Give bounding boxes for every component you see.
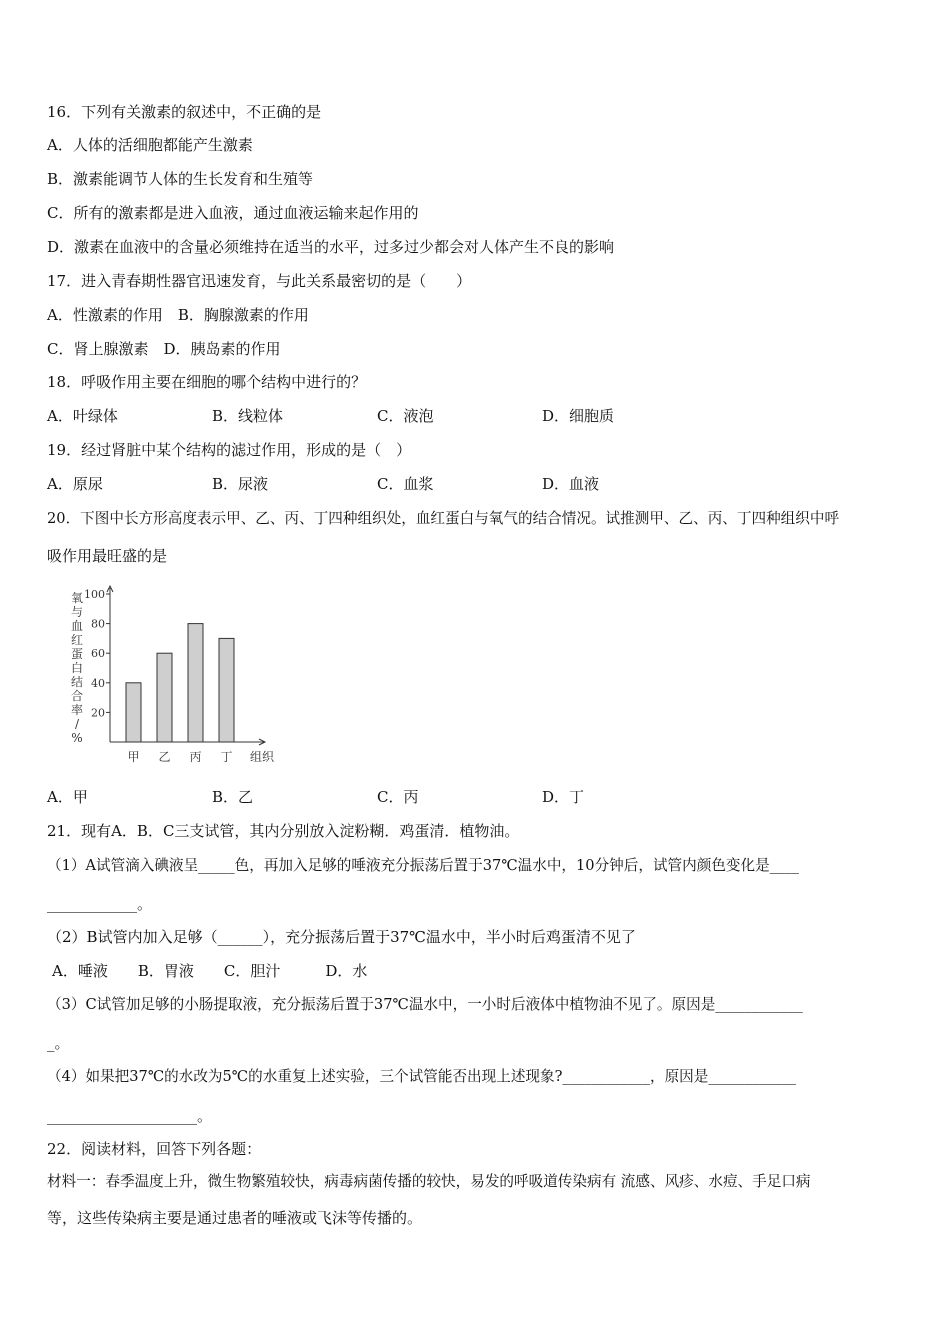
y-tick-label: 40 [91, 676, 105, 690]
q17-options-row2: C．肾上腺激素 D．胰岛素的作用 [47, 340, 281, 358]
chart-ticks [84, 588, 110, 719]
q22-material-line1: 材料一：春季温度上升，微生物繁殖较快，病毒病菌传播的较快，易发的呼吸道传染病有 流感、风疹、水痘、手足口病 [47, 1173, 811, 1190]
q20-option-a: A．甲 [47, 788, 88, 806]
y-tick-label: 80 [91, 617, 105, 631]
q21-part4-line1: （4）如果把37℃的水改为5℃的水重复上述实验，三个试管能否出现上述现象?____________，原因是____________ [47, 1068, 796, 1085]
q18-option-a: A．叶绿体 [47, 407, 118, 425]
q17-options-row1: A．性激素的作用 B．胸腺激素的作用 [47, 306, 309, 324]
bar-甲 [126, 683, 141, 742]
chart-ylabel-char: / [74, 717, 80, 731]
q16-option-c: C．所有的激素都是进入血液，通过血液运输来起作用的 [47, 204, 419, 222]
q21-part4-line2: ____________________。 [47, 1107, 213, 1125]
q17-stem: 17．进入青春期性器官迅速发育，与此关系最密切的是（ ） [47, 272, 472, 290]
q18-option-d: D．细胞质 [542, 407, 615, 425]
chart-ylabel-char: 白 [70, 661, 84, 675]
q22-material-line2: 等，这些传染病主要是通过患者的唾液或飞沫等传播的。 [47, 1209, 423, 1227]
oxygen-binding-chart [60, 582, 290, 772]
q19-option-a: A．原尿 [47, 475, 103, 493]
bar-乙 [157, 653, 172, 742]
q20-stem-line2: 吸作用最旺盛的是 [47, 547, 168, 565]
chart-ylabel-char: 氧 [70, 591, 84, 605]
q19-stem: 19．经过肾脏中某个结构的滤过作用，形成的是（ ） [47, 441, 412, 459]
q20-option-c: C．丙 [377, 788, 419, 806]
category-label: 乙 [158, 750, 171, 764]
category-label: 丁 [220, 750, 233, 764]
q21-part3-line2: _。 [47, 1034, 70, 1052]
q21-part1-line2: ____________。 [47, 895, 153, 913]
category-label: 丙 [189, 750, 202, 764]
q16-option-d: D．激素在血液中的含量必须维持在适当的水平，过多过少都会对人体产生不良的影响 [47, 238, 615, 256]
chart-xlabel: 组织 [250, 750, 275, 764]
q21-part1-line1: （1）A试管滴入碘液呈_____色，再加入足够的唾液充分振荡后置于37℃温水中，10分钟后，试管内颜色变化是____ [47, 857, 799, 874]
q16-option-a: A．人体的活细胞都能产生激素 [47, 136, 253, 154]
chart-ylabel-char: 率 [70, 703, 84, 717]
q22-stem: 22．阅读材料，回答下列各题： [47, 1140, 262, 1158]
category-label: 甲 [127, 750, 140, 764]
chart-ylabel-char: 血 [70, 619, 84, 633]
q16-option-b: B．激素能调节人体的生长发育和生殖等 [47, 170, 314, 188]
q21-stem: 21．现有A．B．C三支试管，其内分别放入淀粉糊．鸡蛋清．植物油。 [47, 822, 520, 840]
y-tick-label: 100 [84, 588, 105, 601]
q18-option-c: C．液泡 [377, 407, 434, 425]
chart-ylabel-char: 合 [70, 689, 84, 703]
q21-part2-options: A．唾液 B．胃液 C．胆汁 D．水 [52, 962, 368, 980]
chart-ylabel-char: 结 [70, 675, 84, 689]
chart-ylabel-char: 蛋 [70, 647, 84, 661]
chart-bars [126, 624, 234, 742]
y-tick-label: 60 [91, 647, 105, 661]
q20-option-b: B．乙 [212, 788, 254, 806]
q21-part2: （2）B试管内加入足够（______），充分振荡后置于37℃温水中，半小时后鸡蛋清不见了 [47, 928, 636, 946]
chart-ylabel-char: % [71, 731, 83, 745]
chart-categories [127, 750, 232, 764]
q19-option-c: C．血浆 [377, 475, 434, 493]
bar-丁 [219, 638, 234, 742]
q19-option-b: B．尿液 [212, 475, 269, 493]
y-tick-label: 20 [91, 706, 105, 720]
q20-stem-line1: 20．下图中长方形高度表示甲、乙、丙、丁四种组织处，血红蛋白与氧气的结合情况。试推测甲、乙、丙、丁四种组织中呼 [47, 510, 840, 527]
q18-option-b: B．线粒体 [212, 407, 284, 425]
bar-丙 [188, 624, 203, 742]
chart-ylabel [71, 591, 83, 745]
chart-ylabel-char: 红 [70, 633, 84, 647]
q21-part3-line1: （3）C试管加足够的小肠提取液，充分振荡后置于37℃温水中，一小时后液体中植物油不见了。原因是____________ [47, 996, 803, 1013]
q16-stem: 16．下列有关激素的叙述中，不正确的是 [47, 103, 322, 121]
q19-option-d: D．血液 [542, 475, 600, 493]
q18-stem: 18．呼吸作用主要在细胞的哪个结构中进行的？ [47, 373, 367, 391]
chart-ylabel-char: 与 [70, 605, 84, 619]
q20-option-d: D．丁 [542, 788, 585, 806]
